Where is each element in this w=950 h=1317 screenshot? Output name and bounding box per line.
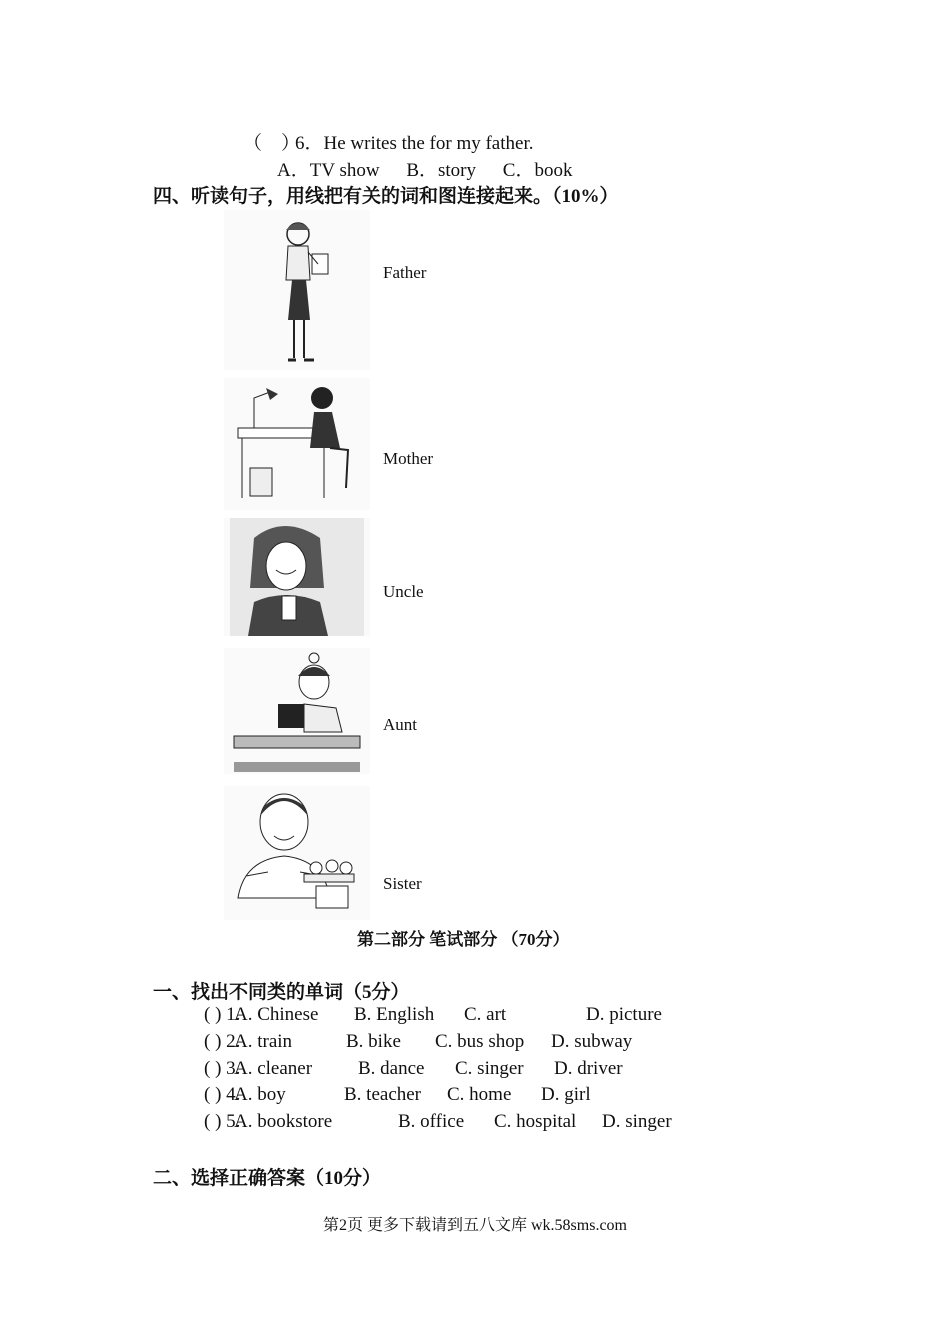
question-6 xyxy=(243,128,533,155)
word-father: Father xyxy=(383,263,427,282)
section-2-title: 二、选择正确答案（10分） xyxy=(153,1168,382,1189)
list-item: ( ) 5.A. bookstore B. office C. hospital D. singer xyxy=(204,1111,672,1132)
part-2-title: 第二部分 笔试部分 （70分） xyxy=(357,930,570,949)
list-item: ( ) 2.A. train B. bike C. bus shop D. subway xyxy=(204,1031,633,1052)
section-1-title: 一、找出不同类的单词（5分） xyxy=(153,982,410,1003)
page-footer: 第2页 更多下载请到五八文库 wk.58sms.com xyxy=(322,1217,627,1234)
word-uncle: Uncle xyxy=(383,582,424,601)
word-sister: Sister xyxy=(383,874,422,893)
section-4-title: 四、听读句子，用线把有关的词和图连接起来。（10%） xyxy=(153,186,619,207)
boy-at-desk-picture xyxy=(224,378,370,510)
word-mother: Mother xyxy=(383,449,434,468)
question-6-options xyxy=(277,155,594,182)
answer-paren: （ ） xyxy=(243,133,301,154)
option-a: A．TV show xyxy=(277,160,380,181)
list-item: ( ) 4.A. boy B. teacher C. home D. girl xyxy=(204,1084,591,1105)
option-c: C．book xyxy=(502,160,573,181)
woman-on-phone-picture xyxy=(224,518,370,636)
option-b: B．story xyxy=(406,160,477,181)
list-item: ( ) 1.A. Chinese B. English C. art D. picture xyxy=(204,1004,662,1025)
list-item: ( ) 3.A. cleaner B. dance C. singer D. driver xyxy=(204,1058,623,1079)
boy-with-cakes-picture xyxy=(224,786,370,920)
word-aunt: Aunt xyxy=(383,715,417,734)
girl-at-table-picture xyxy=(224,648,370,774)
question-text: 6．He writes the for my father. xyxy=(295,133,534,154)
woman-with-clipboard-picture xyxy=(224,210,370,370)
